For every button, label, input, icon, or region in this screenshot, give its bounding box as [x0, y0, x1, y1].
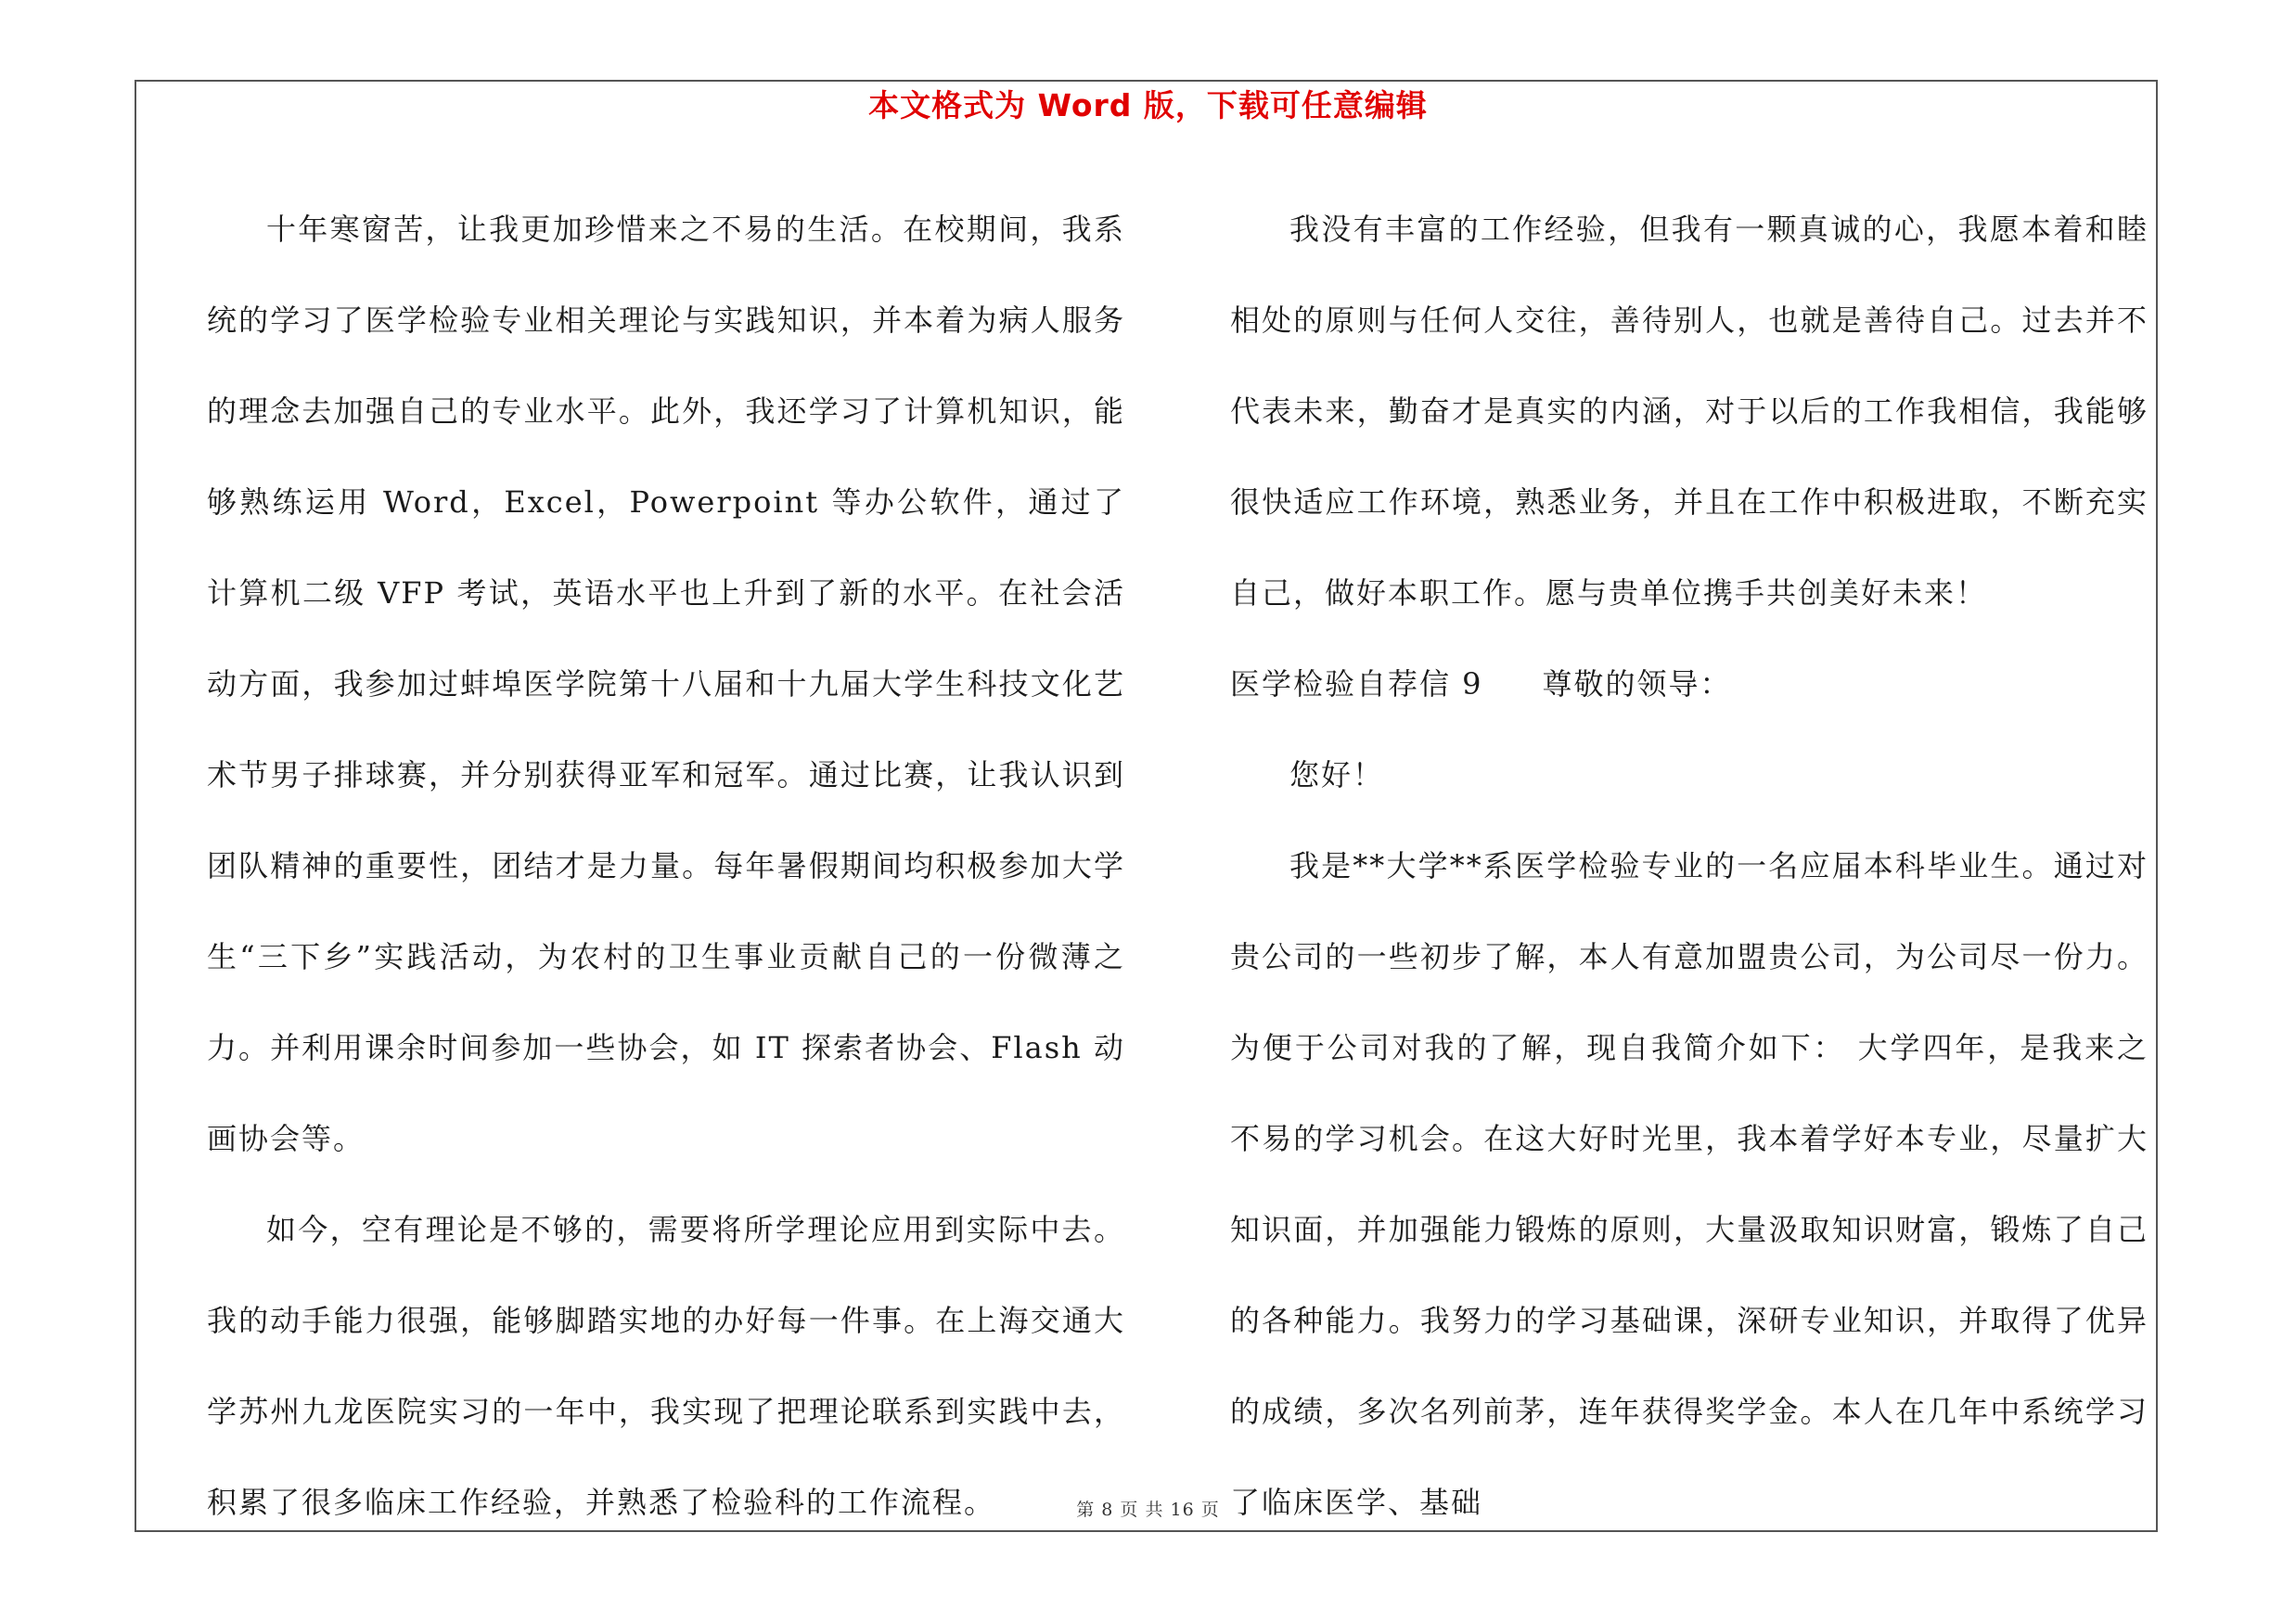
- paragraph: 我是**大学**系医学检验专业的一名应届本科毕业生。通过对贵公司的一些初步了解，本人有意加盟贵公司，为公司尽一份力。为便于公司对我的了解，现自我简介如下： 大学四年，是我来之不易的学习机会。在这大好时光里，我本着学好本专业，尽量扩大知识面，并加强能力锻炼的原则，大量汲取知识财富，锻炼了自己的各种能力。我努力的学习基础课，深研专业知识，并取得了优异的成绩，多次名列前茅，连年获得奖学金。本人在几年中系统学习了临床医学、基础: [1230, 848, 2148, 1520]
- letter-heading: [1230, 638, 2148, 729]
- greeting: 您好！: [1289, 757, 1385, 792]
- paragraph: 如今，空有理论是不够的，需要将所学理论应用到实际中去。我的动手能力很强，能够脚踏实地的办好每一件事。在上海交通大学苏州九龙医院实习的一年中，我实现了把理论联系到实践中去，积累了很多临床工作经验，并熟悉了检验科的工作流程。: [207, 1212, 1125, 1520]
- format-banner: 本文格式为 Word 版，下载可任意编辑: [868, 87, 1428, 123]
- salutation: 尊敬的领导：: [1542, 666, 1732, 702]
- paragraph: 十年寒窗苦，让我更加珍惜来之不易的生活。在校期间，我系统的学习了医学检验专业相关理论与实践知识，并本着为病人服务的理念去加强自己的专业水平。此外，我还学习了计算机知识，能够熟练运用 Word，Excel，Powerpoint 等办公软件，通过了计算机二级 VFP 考试，英语水平也上升到了新的水平。在社会活动方面，我参加过蚌埠医学院第十八届和十九届大学生科技文化艺术节男子排球赛，并分别获得亚军和冠军。通过比赛，让我认识到团队精神的重要性，团结才是力量。每年暑假期间均积极参加大学生“三下乡”实践活动，为农村的卫生事业贡献自己的一份微薄之力。并利用课余时间参加一些协会，如 IT 探索者协会、Flash 动画协会等。: [207, 212, 1125, 1156]
- page-number: 第 8 页 共 16 页: [1076, 1500, 1220, 1520]
- paragraph: 我没有丰富的工作经验，但我有一颗真诚的心，我愿本着和睦相处的原则与任何人交往，善待别人，也就是善待自己。过去并不代表未来，勤奋才是真实的内涵，对于以后的工作我相信，我能够很快适应工作环境，熟悉业务，并且在工作中积极进取，不断充实自己，做好本职工作。愿与贵单位携手共创美好未来！: [1230, 212, 2148, 611]
- right-column: [1230, 184, 2148, 1548]
- letter-title: 医学检验自荐信 9: [1230, 666, 1483, 702]
- left-column: [207, 184, 1125, 1548]
